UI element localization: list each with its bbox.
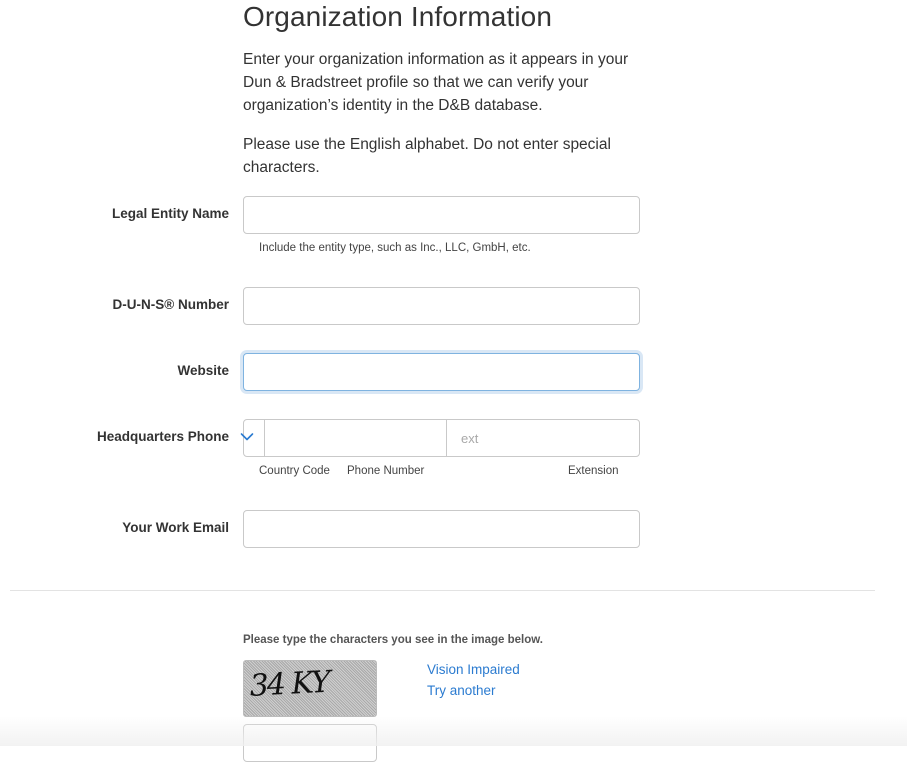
country-code-caption: Country Code	[259, 465, 330, 477]
work-email-label: Your Work Email	[122, 520, 229, 535]
captcha-image-text: 34 KY	[248, 664, 330, 704]
captcha-instruction: Please type the characters you see in the image below.	[243, 634, 543, 646]
vision-impaired-link[interactable]: Vision Impaired	[427, 662, 520, 677]
website-label: Website	[177, 363, 229, 378]
extension-caption: Extension	[568, 465, 619, 477]
headquarters-phone-group	[243, 419, 640, 457]
phone-number-input[interactable]	[265, 420, 447, 456]
page-title: Organization Information	[243, 1, 553, 32]
captcha-input[interactable]	[243, 724, 377, 762]
legal-entity-name-label: Legal Entity Name	[111, 206, 229, 221]
work-email-input[interactable]	[243, 510, 640, 548]
legal-entity-name-input[interactable]	[243, 196, 640, 234]
duns-number-label: D-U-N-S® Number	[112, 297, 229, 312]
website-input[interactable]	[243, 353, 640, 391]
extension-input[interactable]	[447, 420, 639, 456]
country-code-select[interactable]	[244, 420, 265, 456]
intro-text: Enter your organization information as it appears in your Dun & Bradstreet profile so that we can verify your organization’s identity in the D&B database.	[243, 51, 629, 114]
chevron-down-icon	[240, 432, 254, 442]
try-another-link[interactable]: Try another	[427, 683, 496, 698]
legal-entity-name-hint: Include the entity type, such as Inc., LLC, GmbH, etc.	[259, 242, 531, 254]
headquarters-phone-label: Headquarters Phone	[96, 429, 229, 444]
phone-number-caption: Phone Number	[347, 465, 425, 477]
duns-number-input[interactable]	[243, 287, 640, 325]
bottom-fade	[0, 716, 907, 746]
captcha-image	[243, 660, 377, 717]
section-divider	[10, 590, 875, 591]
english-alphabet-note: Please use the English alphabet. Do not enter special characters.	[243, 136, 611, 176]
